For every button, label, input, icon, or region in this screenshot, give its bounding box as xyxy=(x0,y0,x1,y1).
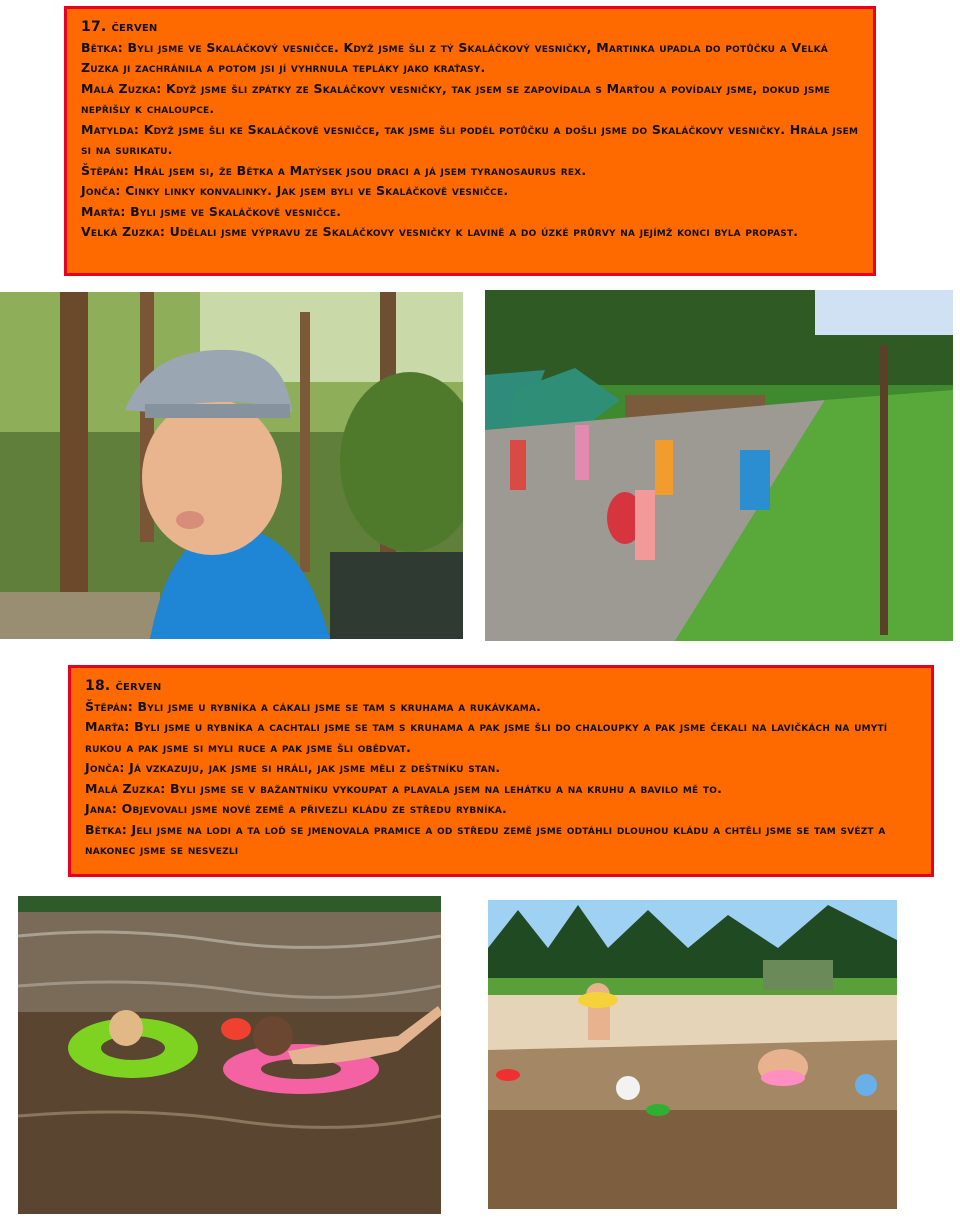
entry xyxy=(81,202,859,223)
photo-kids-swim-rings xyxy=(18,896,441,1214)
entry xyxy=(85,820,917,861)
entry-text: Byli jsme ve Skaláčkový vesničce. Když jsme šli z tý Skaláčkový vesničky, Martinka upadla do potůčku a Velká Zuzka ji zachránila a potom jsi jí vyhrnula tepláky jako kraťasy. xyxy=(81,39,828,75)
entry xyxy=(81,222,859,243)
diary-box-june-17 xyxy=(64,6,876,276)
entry-text: Byli jsme se v bažantníku vykoupat a plavala jsem na lehátku a na kruhu a bavilo mě to. xyxy=(165,780,723,796)
photo-kids-camp-road xyxy=(485,290,953,641)
entry xyxy=(81,79,859,120)
entry-text: Byli jsme u rybníka a cachtali jsme se tam s kruhama a pak jsme šli do chaloupky a pak jsme čekali na lavičkách na umytí rukou a pak jsme si myli ruce a pak jsme šli obědvat. xyxy=(85,719,888,755)
entry-author: Malá Zuzka: xyxy=(85,780,166,796)
entry-author: Velká Zuzka: xyxy=(81,224,166,239)
entry-text: Hrál jsem si, že Bětka a Matýsek jsou draci a já jsem tyranosaurus rex. xyxy=(128,162,587,178)
entry-author: Jonča: xyxy=(81,183,121,198)
entry-author: Štěpán: xyxy=(85,698,133,714)
entry-text: Když jsme šli ke Skaláčkově vesničce, tak jsme šli podél potůčku a došli jsme do Skaláčkovy vesničky. Hrála jsem si na surikatu. xyxy=(81,121,859,157)
diary-box-june-18 xyxy=(68,665,934,877)
entry-text: Objevovali jsme nové země a přivezli kládu ze středu rybníka. xyxy=(117,801,507,816)
entry-text: Byli jsme ve Skaláčkově vesničce. xyxy=(125,203,342,219)
date-heading: 18. červen xyxy=(85,678,162,694)
entry-author: Jonča: xyxy=(85,760,125,775)
date-heading: 17. červen xyxy=(81,19,158,35)
photo-kids-sand-beach xyxy=(488,900,897,1209)
entry-text: Já vzkazuju, jak jsme si hráli, jak jsme měli z deštníku stan. xyxy=(124,760,501,775)
entry xyxy=(81,38,859,79)
entry-text: Cinky linky konvalinky. Jak jsem byli ve Skaláčkově vesničce. xyxy=(120,183,509,198)
entry-author: Matylda: xyxy=(81,121,140,137)
entry-author: Bětka: xyxy=(81,39,123,55)
entry-author: Marťa: xyxy=(85,719,130,734)
photo-boy-forest xyxy=(0,292,463,639)
entry-author: Jana: xyxy=(85,801,118,816)
entry-author: Štěpán: xyxy=(81,162,129,178)
entry-author: Malá Zuzka: xyxy=(81,80,162,96)
entry-text: Byli jsme u rybníka a cákali jsme se tam s kruhama a rukávkama. xyxy=(132,698,542,714)
entry-text: Jeli jsme na lodi a ta loď se jmenovala pramice a od středu země jsme odtáhli dlouhou kládu a chtěli jsme se tam svézt a nakonec jsme se nesvezli xyxy=(85,821,886,857)
entry-author: Marťa: xyxy=(81,203,126,219)
entry xyxy=(81,161,859,182)
entry xyxy=(81,181,859,202)
entry xyxy=(81,120,859,161)
entry xyxy=(85,717,917,758)
entry xyxy=(85,697,917,718)
entry-author: Bětka: xyxy=(85,821,127,837)
entry xyxy=(85,779,917,800)
entry xyxy=(85,758,917,779)
entry-text: Udělali jsme výpravu ze Skaláčkovy vesničky k lavině a do úzké průrvy na jejímž konci byla propast. xyxy=(165,224,799,239)
entry-text: Když jsme šli zpátky ze Skaláčkovy vesničky, tak jsem se zapovídala s Marťou a povídaly jsme, dokud jsme nepřišly k chaloupce. xyxy=(81,80,831,116)
entry xyxy=(85,799,917,820)
